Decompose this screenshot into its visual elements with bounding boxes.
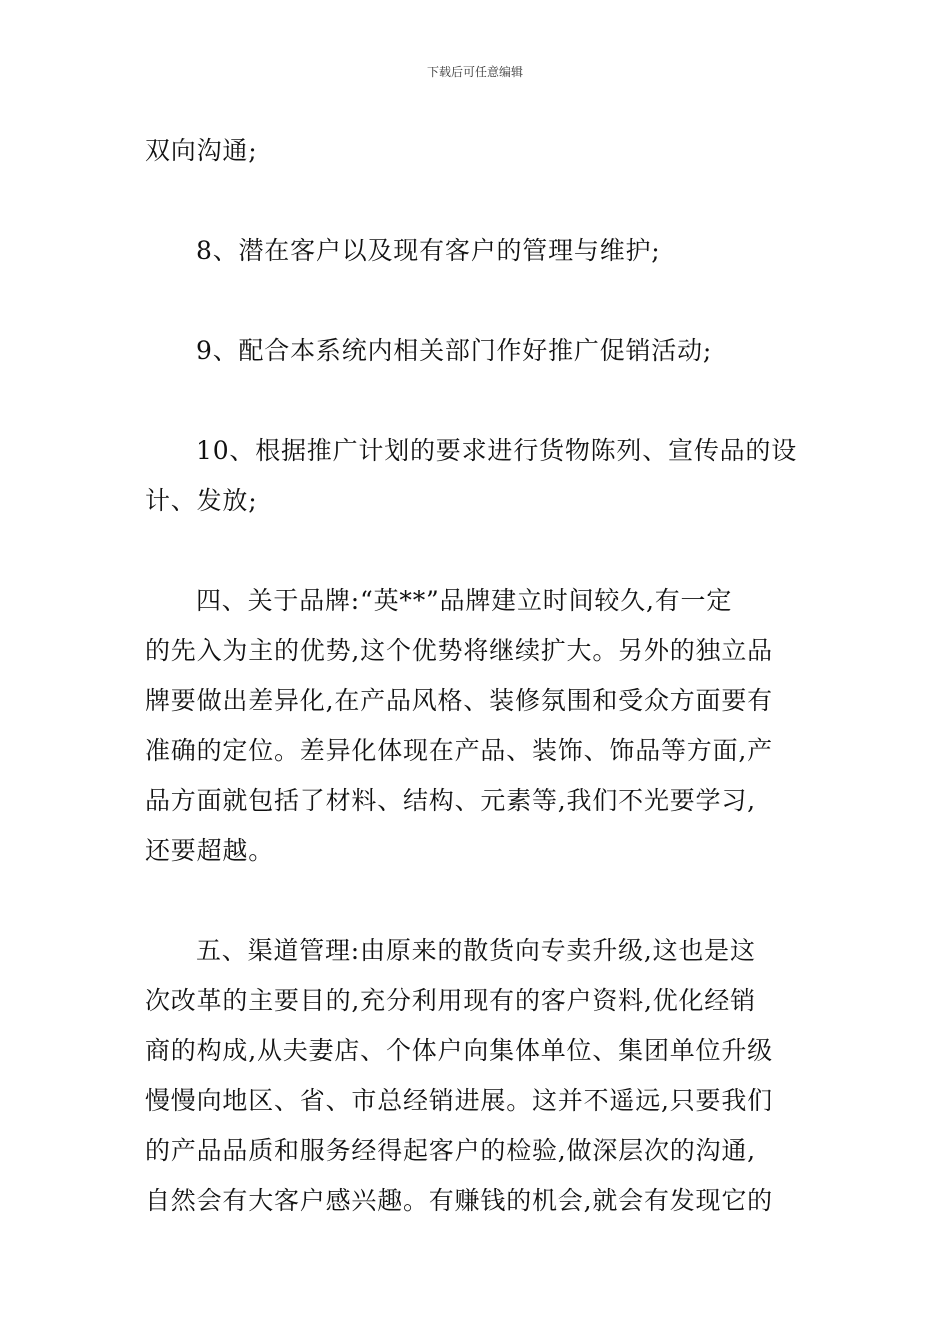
text-line: 9、配合本系统内相关部门作好推广促销活动; bbox=[196, 336, 713, 365]
paragraph-gap bbox=[145, 376, 807, 426]
paragraph-gap bbox=[145, 176, 807, 226]
paragraph-gap bbox=[145, 876, 807, 926]
text-line: 的先入为主的优势,这个优势将继续扩大。另外的独立品 bbox=[145, 636, 773, 665]
text-line: 8、潜在客户以及现有客户的管理与维护; bbox=[196, 236, 661, 265]
text-line: 五、渠道管理:由原来的散货向专卖升级,这也是这 bbox=[196, 936, 756, 965]
text-line: 计、发放; bbox=[145, 486, 258, 515]
text-line: 还要超越。 bbox=[145, 836, 275, 865]
text-line: 准确的定位。差异化体现在产品、装饰、饰品等方面,产 bbox=[145, 736, 773, 765]
text-line: 慢慢向地区、省、市总经销进展。这并不遥远,只要我们 bbox=[145, 1086, 773, 1115]
page-header: 下载后可任意编辑 bbox=[426, 65, 523, 79]
text-line: 商的构成,从夫妻店、个体户向集体单位、集团单位升级 bbox=[145, 1036, 773, 1065]
text-line: 的产品品质和服务经得起客户的检验,做深层次的沟通, bbox=[145, 1136, 756, 1165]
text-line: 牌要做出差异化,在产品风格、装修氛围和受众方面要有 bbox=[145, 686, 773, 715]
text-line: 双向沟通; bbox=[145, 136, 258, 165]
paragraph-gap bbox=[145, 276, 807, 326]
text-line: 四、关于品牌:“英**”品牌建立时间较久,有一定 bbox=[196, 586, 733, 615]
text-line: 自然会有大客户感兴趣。有赚钱的机会,就会有发现它的 bbox=[145, 1186, 773, 1215]
text-line: 品方面就包括了材料、结构、元素等,我们不光要学习, bbox=[145, 786, 756, 815]
document-body bbox=[145, 126, 807, 1226]
text-line: 10、根据推广计划的要求进行货物陈列、宣传品的设 bbox=[196, 436, 798, 465]
paragraph-gap bbox=[145, 526, 807, 576]
text-line: 次改革的主要目的,充分利用现有的客户资料,优化经销 bbox=[145, 986, 756, 1015]
